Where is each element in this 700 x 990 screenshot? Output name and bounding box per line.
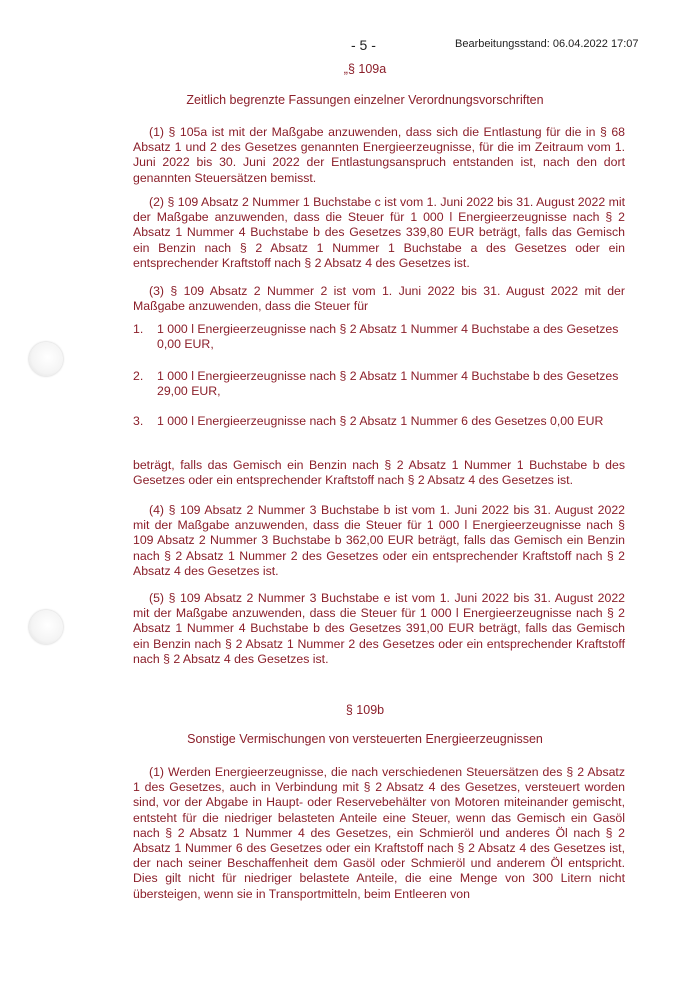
paragraph-109a-3-continued: beträgt, falls das Gemisch ein Benzin nach § 2 Absatz 1 Nummer 1 Buchstabe b des Gesetzes oder ein entsprechender Kraftstoff nach § 2 Absatz 4 des Gesetzes ist. [133, 458, 625, 488]
paragraph-109a-1: (1) § 105a ist mit der Maßgabe anzuwenden, dass sich die Entlastung für die in § 68 Absatz 1 und 2 des Gesetzes genannten Energieerzeugnisse, für die im Zeitraum vom 1. Juni 2022 bis 30. Juni 2022 der Entlastungsanspruch entstanden ist, nach den dort genannten Steuersätzen bemisst. [133, 125, 625, 185]
section-109b-heading: Sonstige Vermischungen von versteuerten Energieerzeugnissen [187, 732, 543, 746]
section-109b-title: § 109b [345, 703, 385, 717]
paragraph-109a-3: (3) § 109 Absatz 2 Nummer 2 ist vom 1. Juni 2022 bis 31. August 2022 mit der Maßgabe anzuwenden, dass die Steuer für [133, 284, 625, 314]
edit-status: Bearbeitungsstand: 06.04.2022 17:07 [455, 38, 639, 50]
paragraph-109a-2: (2) § 109 Absatz 2 Nummer 1 Buchstabe c ist vom 1. Juni 2022 bis 31. August 2022 mit der Maßgabe anzuwenden, dass die Steuer für 1 000 l Energieerzeugnisse nach § 2 Absatz 1 Nummer 4 Buchstabe b des Gesetzes 339,80 EUR beträgt, falls das Gemisch ein Benzin nach § 2 Absatz 1 Nummer 1 Buchstabe a des Gesetzes oder ein entsprechender Kraftstoff nach § 2 Absatz 4 des Gesetzes ist. [133, 195, 625, 270]
page-number: - 5 - [351, 37, 376, 53]
section-109a-heading: Zeitlich begrenzte Fassungen einzelner Verordnungsvorschriften [186, 93, 544, 107]
paragraph-109a-4: (4) § 109 Absatz 2 Nummer 3 Buchstabe b ist vom 1. Juni 2022 bis 31. August 2022 mit der Maßgabe anzuwenden, dass die Steuer für 1 000 l Energieerzeugnisse nach § 109 Absatz 2 Nummer 3 Buchstabe b 362,00 EUR beträgt, falls das Gemisch ein Benzin nach § 2 Absatz 1 Nummer 2 des Gesetzes oder ein entsprechender Kraftstoff nach § 2 Absatz 4 des Gesetzes ist. [133, 503, 625, 578]
list-item-3: 3. 1 000 l Energieerzeugnisse nach § 2 Absatz 1 Nummer 6 des Gesetzes 0,00 EUR [133, 414, 604, 428]
list-item-1: 1. 1 000 l Energieerzeugnisse nach § 2 Absatz 1 Nummer 4 Buchstabe a des Gesetzes 0,00 EUR, [133, 322, 619, 352]
punch-hole-upper [29, 342, 63, 376]
list-item-2: 2. 1 000 l Energieerzeugnisse nach § 2 Absatz 1 Nummer 4 Buchstabe b des Gesetzes 29,00 EUR, [133, 369, 619, 399]
section-109a-title: „§ 109a [343, 62, 387, 76]
paragraph-109a-5: (5) § 109 Absatz 2 Nummer 3 Buchstabe e ist vom 1. Juni 2022 bis 31. August 2022 mit der Maßgabe anzuwenden, dass die Steuer für 1 000 l Energieerzeugnisse nach § 2 Absatz 1 Nummer 4 Buchstabe b des Gesetzes 391,00 EUR beträgt, falls das Gemisch ein Benzin nach § 2 Absatz 1 Nummer 2 des Gesetzes oder ein entsprechender Kraftstoff nach § 2 Absatz 4 des Gesetzes ist. [133, 591, 625, 666]
paragraph-109b-1: (1) Werden Energieerzeugnisse, die nach verschiedenen Steuersätzen des § 2 Absatz 1 des Gesetzes, auch in Verbindung mit § 2 Absatz 4 des Gesetzes, versteuert worden sind, vor der Abgabe in Haupt- oder Reservebehälter von Motoren miteinander gemischt, entsteht für die niedriger belasteten Anteile eine Steuer, wenn das Gemisch ein Gasöl nach § 2 Absatz 1 Nummer 4 des Gesetzes, ein Schmieröl und anderes Öl nach § 2 Absatz 1 Nummer 6 des Gesetzes oder ein Kraftstoff nach § 2 Absatz 4 des Gesetzes ist, der nach seiner Beschaffenheit dem Gasöl oder Schmieröl und anderem Öl entspricht. Dies gilt nicht für niedriger belastete Anteile, die eine Menge von 300 Litern nicht übersteigen, wenn sie in Transportmitteln, beim Entleeren von [133, 765, 625, 901]
punch-hole-lower [29, 610, 63, 644]
